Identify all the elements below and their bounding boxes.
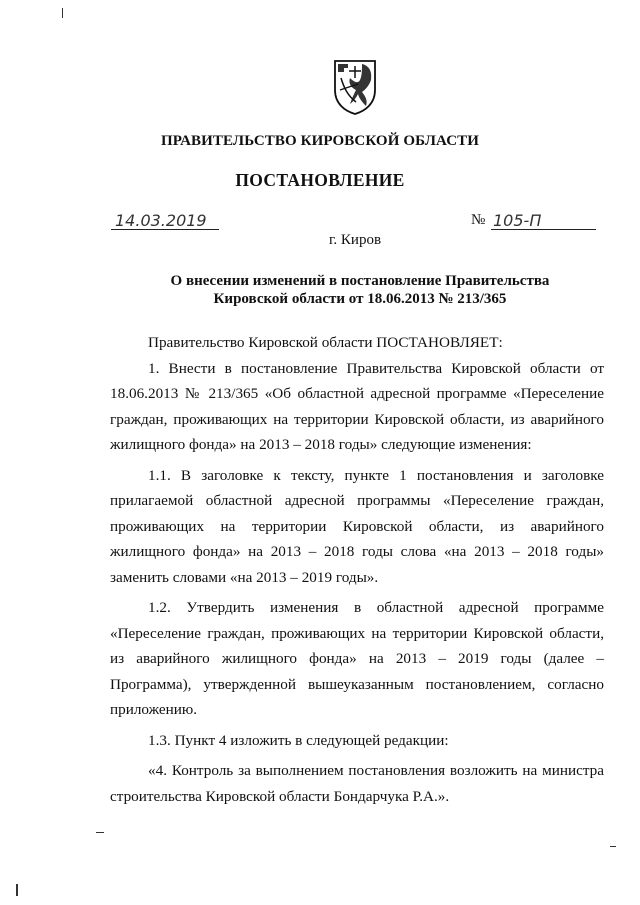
body-paragraph: 1.1. В заголовке к тексту, пункте 1 постановления и заголовке прилагаемой областной адресной программы «Переселение граждан, проживающих на территории Кировской области, из аварийного жилищного фонда» на 2013 – 2018 годы слова «на 2013 – 2018 годы» заменить словами «на 2013 – 2019 годы». (110, 466, 604, 586)
document-type-heading: ПОСТАНОВЛЕНИЕ (235, 170, 405, 190)
scan-mark (62, 8, 63, 18)
number-label: № (471, 212, 486, 228)
document-date: 14.03.2019 (111, 212, 219, 230)
body-paragraph: «4. Контроль за выполнением постановления возложить на министра строительства Кировской области Бондарчука Р.А.». (110, 762, 604, 805)
document-subject (0, 272, 640, 308)
coat-of-arms-emblem (332, 58, 378, 116)
body-paragraph: 1.2. Утвердить изменения в областной адресной программе «Переселение граждан, проживающих на территории Кировской области, из аварийного жилищного фонда» на 2013 – 2019 годы (далее – Программа), утвержденной вышеуказанным постановлением, согласно приложению. (110, 599, 604, 718)
document-number: 105-П (491, 212, 596, 230)
body-paragraph: Правительство Кировской области ПОСТАНОВЛЯЕТ: (148, 334, 503, 351)
scan-mark (16, 884, 18, 896)
scan-mark (96, 832, 104, 833)
subject-line: Кировской области от 18.06.2013 № 213/365 (213, 291, 507, 307)
scan-mark (610, 846, 616, 847)
government-title: ПРАВИТЕЛЬСТВО КИРОВСКОЙ ОБЛАСТИ (161, 133, 479, 149)
document-body (110, 330, 604, 809)
body-paragraph: 1. Внести в постановление Правительства Кировской области от 18.06.2013 № 213/365 «Об областной адресной программе «Переселение граждан, проживающих на территории Кировской области, из аварийного жилищного фонда» на 2013 – 2018 годы» следующие изменения: (110, 359, 604, 453)
body-paragraph: 1.3. Пункт 4 изложить в следующей редакции: (148, 731, 449, 749)
subject-line: О внесении изменений в постановление Правительства (170, 273, 550, 289)
city-line: г. Киров (328, 232, 382, 248)
